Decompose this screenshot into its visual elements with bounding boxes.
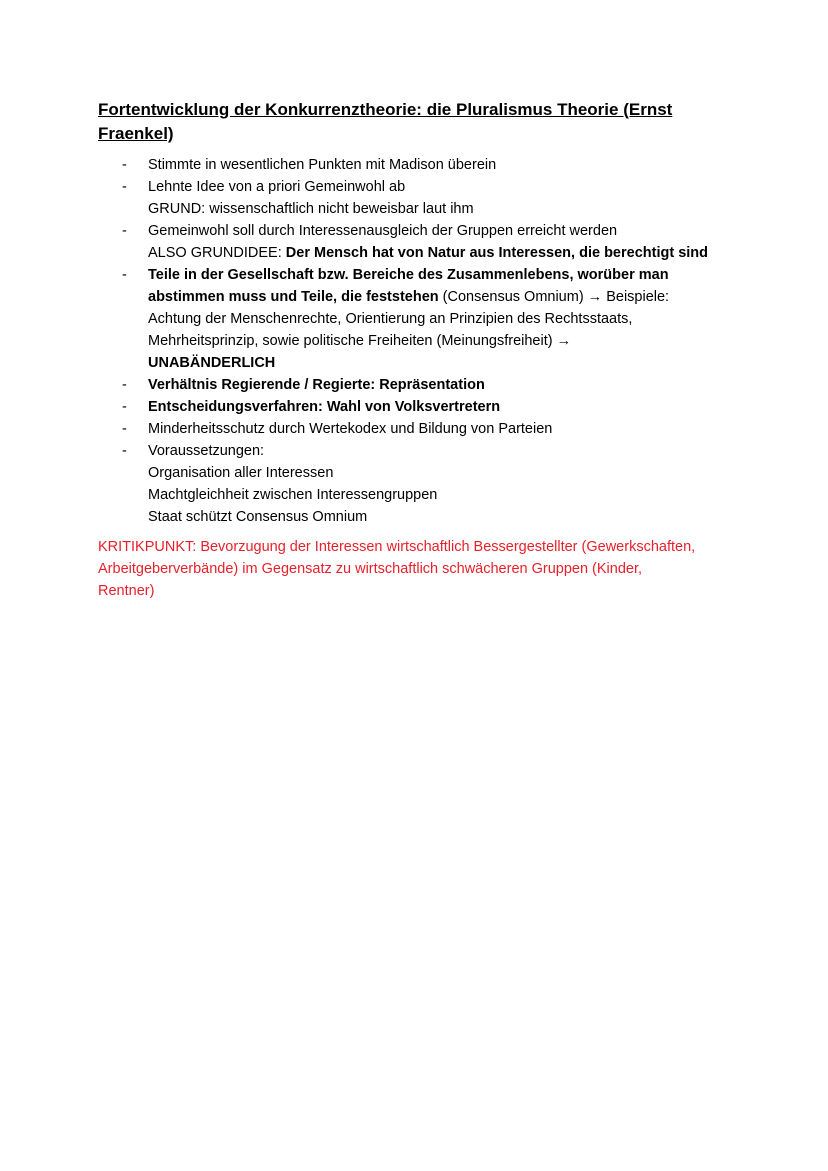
bullet-text-bold: Entscheidungsverfahren: Wahl von Volksvertretern bbox=[148, 399, 501, 415]
bullet-dash: - bbox=[122, 179, 127, 195]
bullet-text: Stimmte in wesentlichen Punkten mit Madison überein bbox=[148, 157, 497, 173]
text-bold: abstimmen muss und Teile, die feststehen bbox=[148, 289, 439, 305]
bullet-text-mixed bbox=[148, 286, 738, 308]
list-item bbox=[98, 374, 738, 396]
bullet-text: Lehnte Idee von a priori Gemeinwohl ab bbox=[148, 179, 406, 195]
bullet-dash: - bbox=[122, 399, 127, 415]
bullet-text-mixed bbox=[148, 242, 738, 264]
page-title bbox=[98, 98, 738, 146]
critique-paragraph bbox=[98, 536, 738, 602]
list-item bbox=[98, 264, 738, 374]
bullet-text: Voraussetzungen: bbox=[148, 443, 265, 459]
bullet-dash: - bbox=[122, 157, 127, 173]
critique-line: KRITIKPUNKT: Bevorzugung der Interessen wirtschaftlich Bessergestellter (Gewerkschaften, bbox=[98, 539, 696, 555]
bullet-dash: - bbox=[122, 443, 127, 459]
list-item bbox=[98, 440, 738, 528]
text-normal: (Consensus Omnium) → Beispiele: bbox=[438, 289, 670, 305]
bullet-text: Minderheitsschutz durch Wertekodex und Bildung von Parteien bbox=[148, 421, 553, 437]
list-item bbox=[98, 154, 738, 176]
bullet-text: Staat schützt Consensus Omnium bbox=[148, 509, 368, 525]
bullet-text: Gemeinwohl soll durch Interessenausgleich der Gruppen erreicht werden bbox=[148, 223, 618, 239]
bullet-text: Machtgleichheit zwischen Interessengruppen bbox=[148, 487, 438, 503]
bullet-text-bold: Verhältnis Regierende / Regierte: Repräsentation bbox=[148, 377, 485, 393]
title-line-2: Fraenkel) bbox=[98, 124, 174, 143]
bullet-list bbox=[98, 154, 738, 528]
critique-line: Arbeitgeberverbände) im Gegensatz zu wirtschaftlich schwächeren Gruppen (Kinder, bbox=[98, 561, 643, 577]
bullet-dash: - bbox=[122, 223, 127, 239]
bullet-dash: - bbox=[122, 267, 127, 283]
list-item bbox=[98, 396, 738, 418]
bullet-text: Organisation aller Interessen bbox=[148, 465, 334, 481]
text-bold: Der Mensch hat von Natur aus Interessen, die berechtigt sind bbox=[285, 245, 708, 261]
bullet-text: GRUND: wissenschaftlich nicht beweisbar laut ihm bbox=[148, 201, 474, 217]
bullet-dash: - bbox=[122, 421, 127, 437]
bullet-text: Achtung der Menschenrechte, Orientierung an Prinzipien des Rechtsstaats, bbox=[148, 311, 633, 327]
bullet-text-bold: UNABÄNDERLICH bbox=[148, 355, 276, 371]
list-item bbox=[98, 176, 738, 220]
bullet-text: Mehrheitsprinzip, sowie politische Freiheiten (Meinungsfreiheit) → bbox=[148, 333, 572, 349]
bullet-text-bold: Teile in der Gesellschaft bzw. Bereiche des Zusammenlebens, worüber man bbox=[148, 267, 669, 283]
critique-line: Rentner) bbox=[98, 583, 155, 599]
list-item bbox=[98, 418, 738, 440]
title-line-1: Fortentwicklung der Konkurrenztheorie: die Pluralismus Theorie (Ernst bbox=[98, 100, 673, 119]
document-page bbox=[98, 98, 738, 602]
text-normal: ALSO GRUNDIDEE: bbox=[148, 245, 286, 261]
bullet-dash: - bbox=[122, 377, 127, 393]
list-item bbox=[98, 220, 738, 264]
